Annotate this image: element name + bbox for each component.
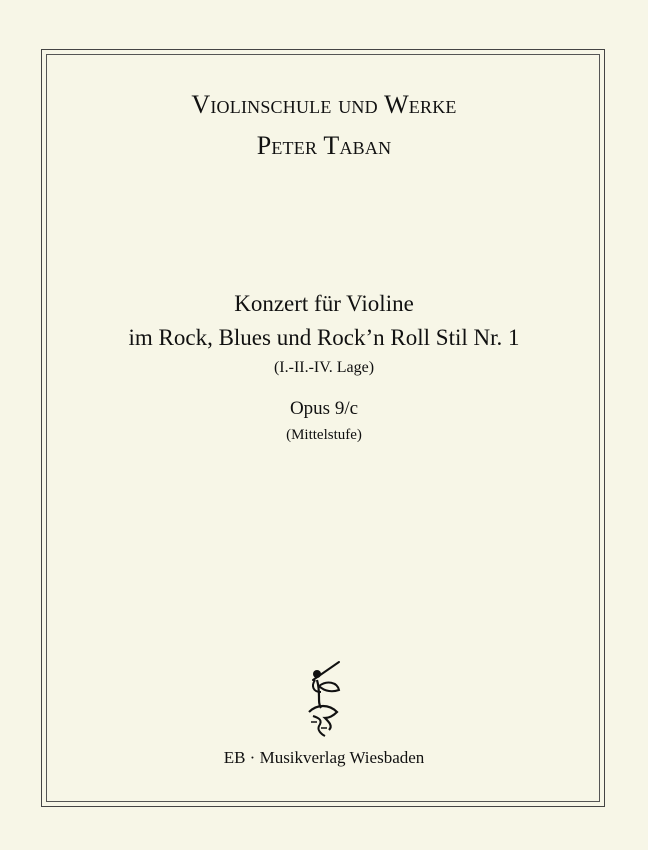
violinist-figure-logo-icon xyxy=(299,660,351,740)
publisher-name: EB · Musikverlag Wiesbaden xyxy=(223,748,425,767)
series-title: Violinschule und Werke xyxy=(191,90,457,119)
opus-number: Opus 9/c xyxy=(289,398,359,419)
composer-name: Peter Taban xyxy=(256,131,392,160)
difficulty-level: (Mittelstufe) xyxy=(286,427,362,443)
positions-subtitle: (I.-II.-IV. Lage) xyxy=(273,359,375,376)
work-title-line-1: Konzert für Violine xyxy=(234,291,414,316)
work-title-line-2: im Rock, Blues und Rock’n Roll Stil Nr. 1 xyxy=(128,325,520,350)
